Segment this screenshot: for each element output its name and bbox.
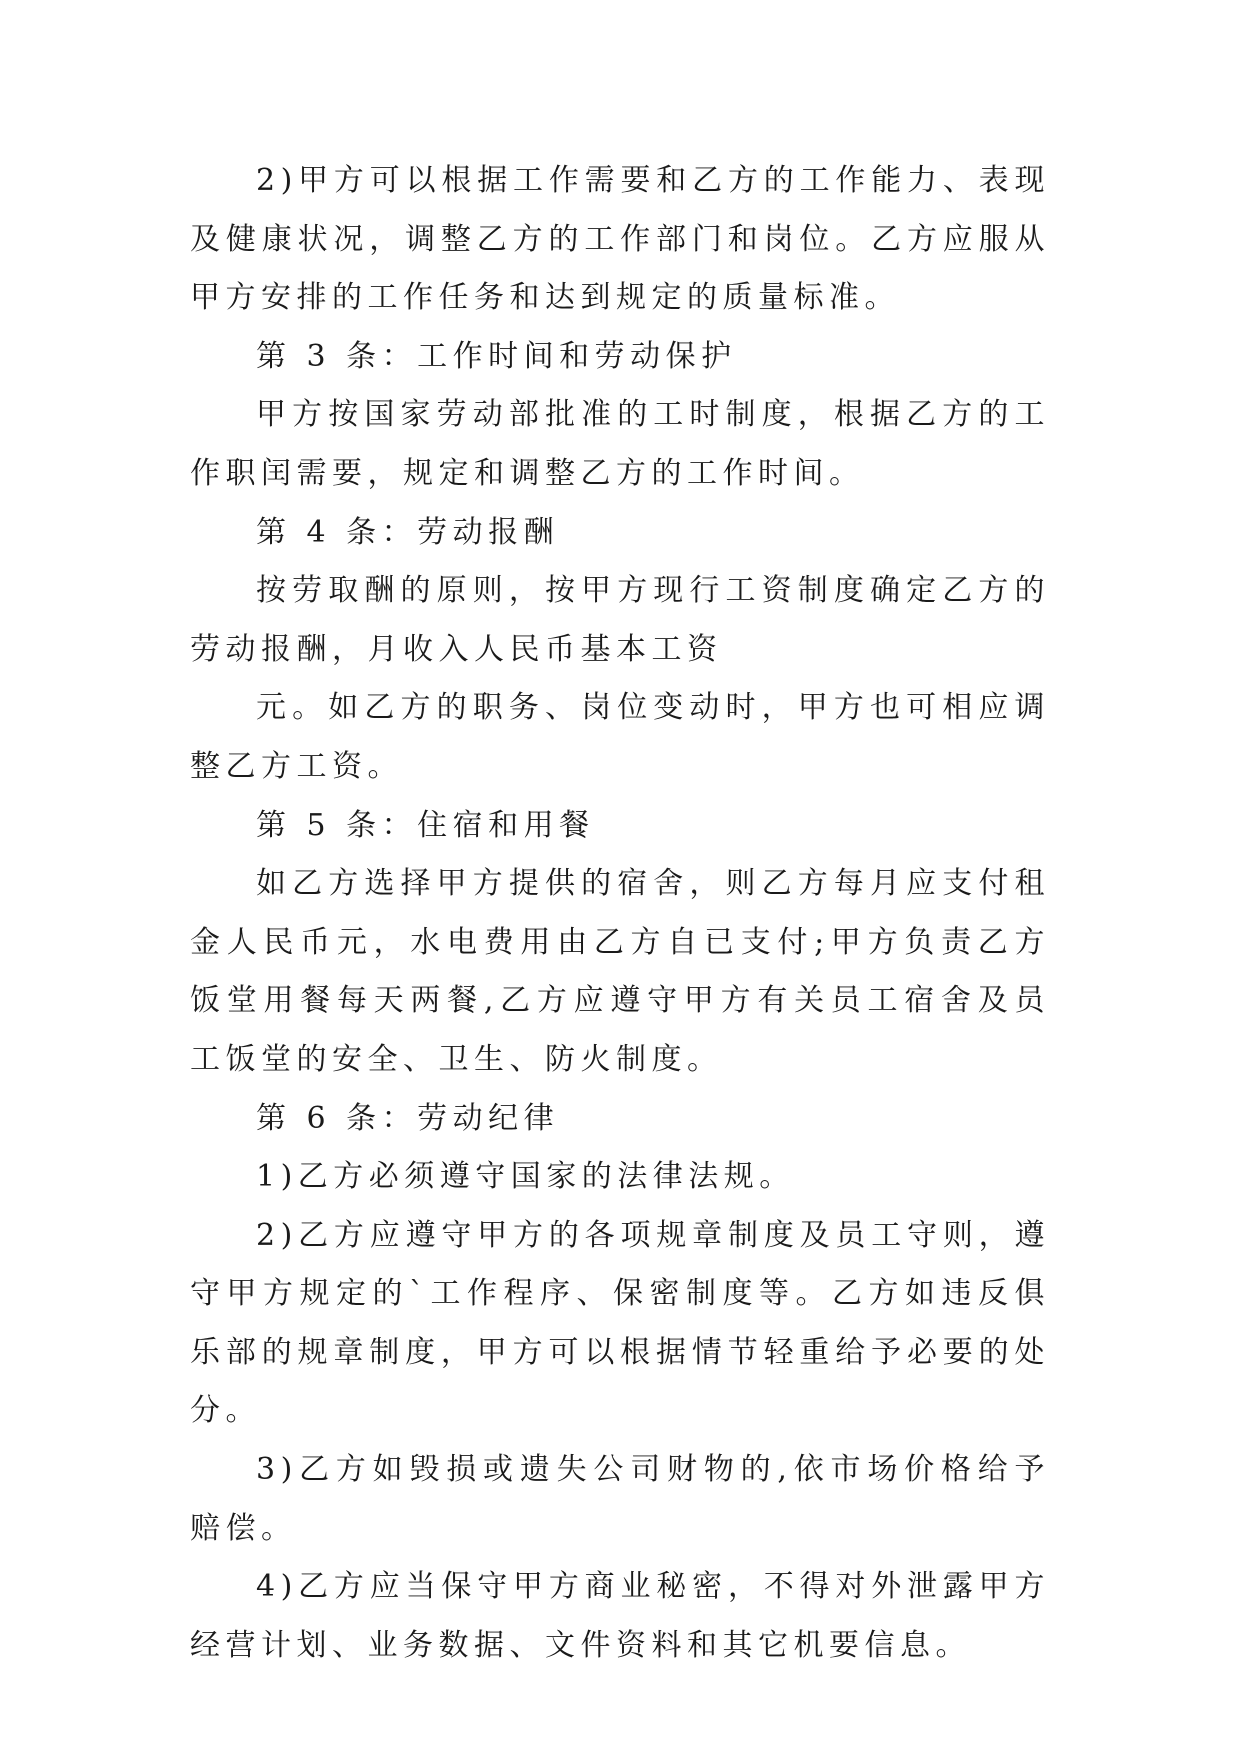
paragraph-discipline-4: 4)乙方应当保守甲方商业秘密，不得对外泄露甲方经营计划、业务数据、文件资料和其它机要信息。 [190, 1569, 1050, 1663]
paragraph-accommodation: 如乙方选择甲方提供的宿舍，则乙方每月应支付租金人民币元，水电费用由乙方自已支付;甲方负责乙方饭堂用餐每天两餐,乙方应遵守甲方有关员工宿舍及员工饭堂的安全、卫生、防火制度。 [190, 866, 1050, 1077]
paragraph-job-adjustment: 2)甲方可以根据工作需要和乙方的工作能力、表现及健康状况，调整乙方的工作部门和岗位。乙方应服从甲方安排的工作任务和达到规定的质量标准。 [190, 163, 1050, 316]
paragraph-discipline-1: 1)乙方必须遵守国家的法律法规。 [256, 1159, 795, 1195]
document-page [190, 152, 1050, 1675]
heading-article-3: 第 3 条：工作时间和劳动保护 [256, 338, 737, 374]
heading-article-5: 第 5 条：住宿和用餐 [256, 807, 595, 843]
heading-article-6: 第 6 条：劳动纪律 [256, 1100, 560, 1136]
heading-article-4: 第 4 条：劳动报酬 [256, 514, 560, 550]
paragraph-discipline-3: 3)乙方如毁损或遗失公司财物的,依市场价格给予赔偿。 [190, 1452, 1050, 1546]
paragraph-salary-adjustment: 元。如乙方的职务、岗位变动时，甲方也可相应调整乙方工资。 [190, 690, 1050, 784]
paragraph-working-hours: 甲方按国家劳动部批准的工时制度，根据乙方的工作职闰需要，规定和调整乙方的工作时间。 [190, 397, 1050, 491]
paragraph-remuneration: 按劳取酬的原则，按甲方现行工资制度确定乙方的劳动报酬，月收入人民币基本工资 [190, 573, 1050, 667]
paragraph-discipline-2: 2)乙方应遵守甲方的各项规章制度及员工守则，遵守甲方规定的`工作程序、保密制度等。乙方如违反俱乐部的规章制度，甲方可以根据情节轻重给予必要的处分。 [190, 1217, 1050, 1429]
